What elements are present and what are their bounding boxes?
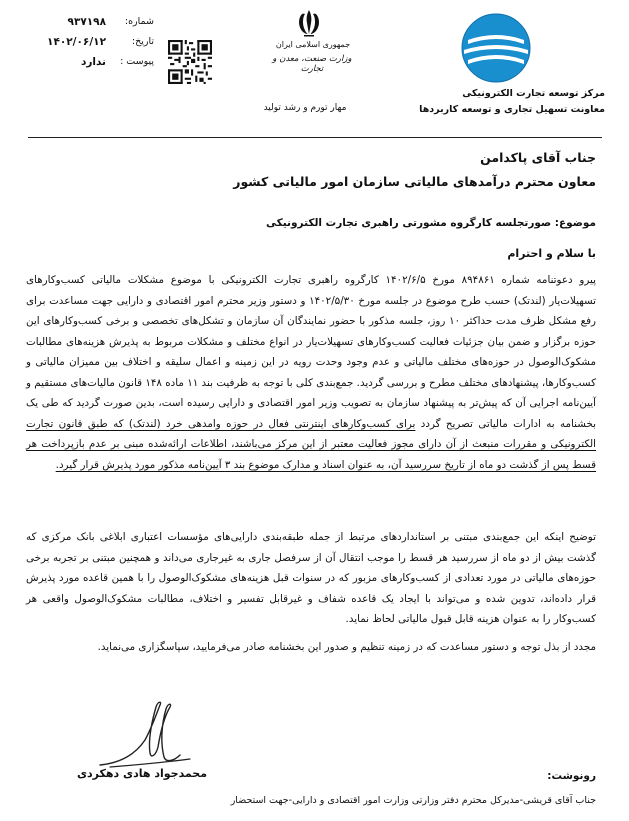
iran-emblem-icon [294,8,324,38]
recipient-title: معاون محترم درآمدهای مالیاتی سازمان امور مالیاتی کشور [233,174,596,189]
attachment-value: ندارد [80,56,106,68]
qr-code-icon [168,40,212,84]
signatory-name: محمدجواد هادی دهکردی [76,767,208,780]
attachment-label: پیوست : [120,56,154,67]
attachment-row [34,52,154,72]
underlined-decision-text: برای کسب‌وکارهای اینترنتی فعال در حوزه وامدهی خرد (لندتک) که طبق قانون تجارت الکترونیکی و مقررات منبعث از آن دارای مجوز فعالیت معتبر از این مرکز می‌باشند، اطلاعات ارائه‌شده مبنی بر عدم بازپرداخت هر قسط پس از گذشت دو ماه از تاریخ سررسید آن، به عنوان اسناد و مدارک موضوع بند ۳ آیین‌نامه مذکور مورد پذیرش قرار گیرد. [26,417,596,471]
date-row [34,32,154,52]
header-separator [28,137,602,138]
date-label: تاریخ: [131,36,154,47]
handwritten-signature [90,695,200,775]
cc-heading: رونوشت: [547,770,596,782]
cc-text: جناب آقای قریشی-مدیرکل محترم دفتر وزارتی وزارت امور اقتصادی و دارایی-جهت استحضار [230,795,596,806]
body-paragraph-1 [26,270,596,475]
year-slogan: مهار تورم و رشد تولید [263,103,347,113]
ministry-name: وزارت صنعت، معدن و تجارت [272,54,352,74]
organization-department: معاونت تسهیل تجاری و توسعه کاربردها [419,104,605,115]
number-row [34,12,154,32]
date-value: ۱۴۰۲/۰۶/۱۲ [47,36,106,48]
number-label: شماره: [124,16,154,27]
government-name: جمهوری اسلامی ایران [275,40,351,49]
letter-meta [34,12,154,72]
organization-logo-icon [458,10,534,86]
number-value: ۹۳۷۱۹۸ [67,16,106,28]
greeting: با سلام و احترام [507,247,596,260]
body-paragraph-1-text: پیرو دعوتنامه شماره ۸۹۴۸۶۱ مورخ ۱۴۰۲/۶/۵ کارگروه راهبری تجارت الکترونیکی با موضوع مشکلات مالیاتی کسب‌وکارهای تسهیلات‌یار (لندتک) حسب طرح موضوع در جلسه مورخ ۱۴۰۲/۵/۳۰ و دستور وزیر محترم امور اقتصادی و دارایی جهت مساعدت برای رفع مشکل ظرف مدت حداکثر ۱۰ روز، جلسه مذکور با حضور نمایندگان آن سازمان و تشکل‌های تخصصی و برخی کسب‌وکارهای این حوزه برگزار و ضمن بیان جزئیات فعالیت کسب‌وکارهای تسهیلات‌یار در انواع مختلف و مشکلات مربوط به پذیرش هزینه‌های مطالبات مشکوک‌الوصول در حوزه‌های مختلف مالیاتی و عدم وجود وحدت رویه در این زمینه و اعمال سلیقه و اختلاف بین ممیزان مالیاتی و کسب‌وکارها، پیشنهادهای مختلف مطرح و بررسی گردید. جمع‌بندی کلی با توجه به ظرفیت بند ۱۱ ماده ۱۴۸ قانون مالیات‌های مستقیم و آیین‌نامه اجرایی آن که پیش‌تر به پیشنهاد سازمان به تصویب وزیر امور اقتصادی و دارایی رسیده است، بدین صورت گردید که طی یک بخشنامه به ادارات مالیاتی تصریح گردد [26,274,596,430]
body-paragraph-3: مجدد از بذل توجه و دستور مساعدت که در زمینه تنظیم و صدور این بخشنامه صادر می‌فرمایید، سپاسگزاری می‌نماید. [97,641,596,653]
organization-name: مرکز توسعه تجارت الکترونیکی [462,88,605,99]
body-paragraph-2: توضیح اینکه این جمع‌بندی مبتنی بر استانداردهای مرتبط از جمله طبقه‌بندی دارایی‌های مؤسسات اعتباری ابلاغی بانک مرکزی که گذشت بیش از دو ماه از سررسید هر قسط را موجب انتقال آن از سرفصل جاری به غیرجاری می‌داند و همچنین مبتنی بر تجربه برخی حوزه‌های مالیاتی در مورد تعدادی از کسب‌وکارهای مزبور که در سنوات قبل هزینه‌های مشکوک‌الوصول را با همین قاعده مورد پذیرش قرار داده‌اند، تدوین شده و می‌تواند با ایجاد یک قاعده شفاف و غیرقابل تفسیر و اختلاف، مطالبات مشکوک‌الوصول واقعی هر کسب‌وکار را به عنوان هزینه قابل قبول مالیاتی لحاظ نماید. [26,531,596,625]
recipient-name: جناب آقای پاکدامن [480,150,596,165]
letter-subject: موضوع: صورتجلسه کارگروه مشورتی راهبری تجارت الکترونیکی [266,217,596,229]
